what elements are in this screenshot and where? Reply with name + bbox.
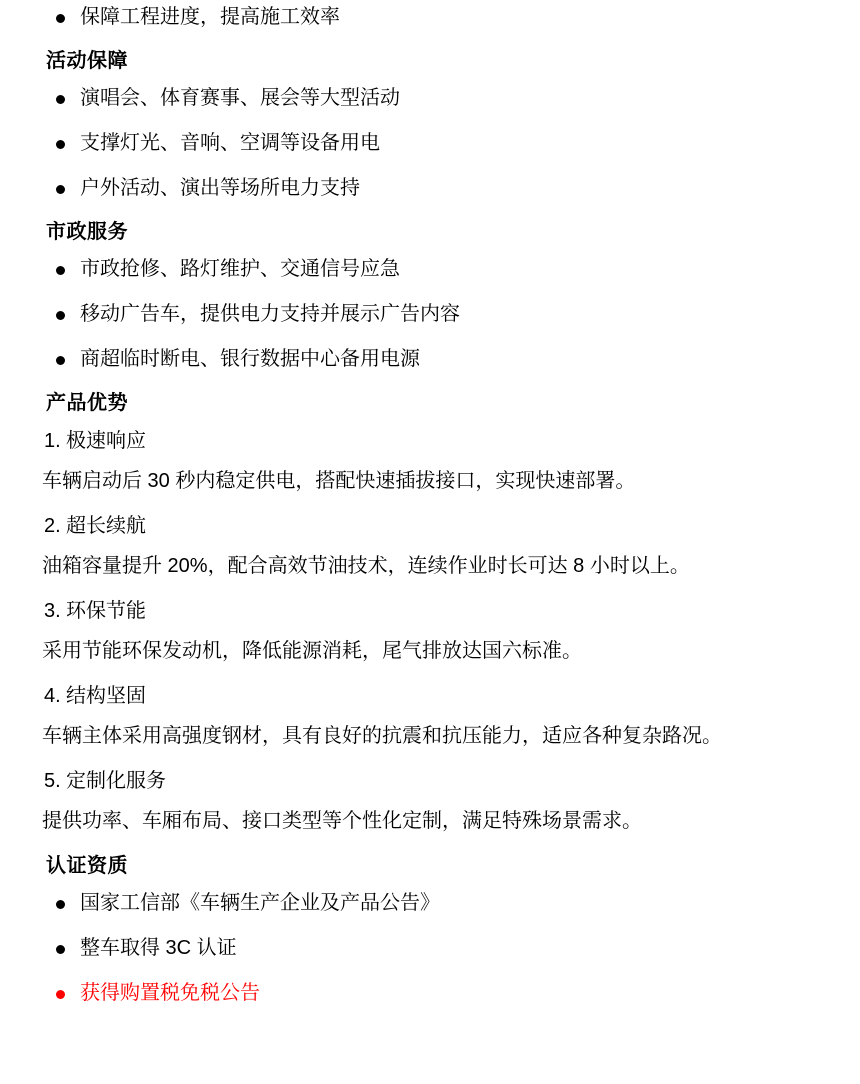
advantage-number: 2. — [44, 515, 61, 537]
advantage-title — [44, 429, 818, 453]
list-item — [42, 6, 818, 29]
list-item-text: 移动广告车，提供电力支持并展示广告内容 — [80, 303, 460, 325]
advantage-number: 5. — [44, 770, 61, 792]
list-item — [42, 132, 818, 155]
list-item-text: 支撑灯光、音响、空调等设备用电 — [80, 132, 380, 154]
bullet-dot-icon — [56, 311, 65, 320]
activity-support-bullets — [42, 87, 818, 200]
bullet-dot-icon — [56, 95, 65, 104]
heading-certifications: 认证资质 — [46, 855, 128, 877]
advantage-title-text: 超长续航 — [66, 515, 146, 537]
list-item — [42, 177, 818, 200]
advantage-number: 1. — [44, 430, 61, 452]
list-item-text: 国家工信部《车辆生产企业及产品公告》 — [80, 892, 440, 914]
municipal-services-bullets — [42, 258, 818, 371]
advantage-title-text: 极速响应 — [66, 430, 146, 452]
advantage-number: 4. — [44, 685, 61, 707]
list-item — [42, 348, 818, 371]
list-item-text: 保障工程进度，提高施工效率 — [80, 6, 340, 28]
list-item-text: 演唱会、体育赛事、展会等大型活动 — [80, 87, 400, 109]
advantage-description: 提供功率、车厢布局、接口类型等个性化定制，满足特殊场景需求。 — [42, 810, 642, 832]
list-item — [42, 258, 818, 281]
list-item — [42, 303, 818, 326]
bullet-dot-icon — [56, 266, 65, 275]
heading-municipal-services: 市政服务 — [46, 221, 128, 243]
advantage-description: 车辆主体采用高强度钢材，具有良好的抗震和抗压能力，适应各种复杂路况。 — [42, 725, 722, 747]
list-item-text: 市政抢修、路灯维护、交通信号应急 — [80, 258, 400, 280]
advantage-title-text: 结构坚固 — [66, 685, 146, 707]
heading-product-advantages: 产品优势 — [46, 392, 128, 414]
list-item-text: 整车取得 3C 认证 — [80, 937, 237, 959]
list-item — [42, 87, 818, 110]
advantage-title — [44, 684, 818, 708]
advantage-description: 油箱容量提升 20%，配合高效节油技术，连续作业时长可达 8 小时以上。 — [42, 555, 690, 577]
advantage-title-text: 定制化服务 — [66, 770, 166, 792]
intro-bullets — [42, 6, 818, 29]
bullet-dot-icon — [56, 900, 65, 909]
advantage-title — [44, 599, 818, 623]
list-item-text: 商超临时断电、银行数据中心备用电源 — [80, 348, 420, 370]
list-item-text: 获得购置税免税公告 — [80, 982, 260, 1004]
advantage-description: 车辆启动后 30 秒内稳定供电，搭配快速插拔接口，实现快速部署。 — [42, 470, 636, 492]
heading-activity-support: 活动保障 — [46, 50, 128, 72]
bullet-dot-icon — [56, 14, 65, 23]
advantage-number: 3. — [44, 600, 61, 622]
bullet-dot-icon — [56, 945, 65, 954]
bullet-dot-icon — [56, 356, 65, 365]
list-item-text: 户外活动、演出等场所电力支持 — [80, 177, 360, 199]
list-item-highlighted — [42, 982, 818, 1005]
bullet-dot-icon — [56, 140, 65, 149]
advantage-title-text: 环保节能 — [66, 600, 146, 622]
list-item — [42, 937, 818, 960]
advantage-title — [44, 514, 818, 538]
bullet-dot-icon — [56, 185, 65, 194]
bullet-dot-icon — [56, 990, 65, 999]
advantage-title — [44, 769, 818, 793]
certification-bullets — [42, 892, 818, 1005]
list-item — [42, 892, 818, 915]
advantage-description: 采用节能环保发动机，降低能源消耗，尾气排放达国六标准。 — [42, 640, 582, 662]
